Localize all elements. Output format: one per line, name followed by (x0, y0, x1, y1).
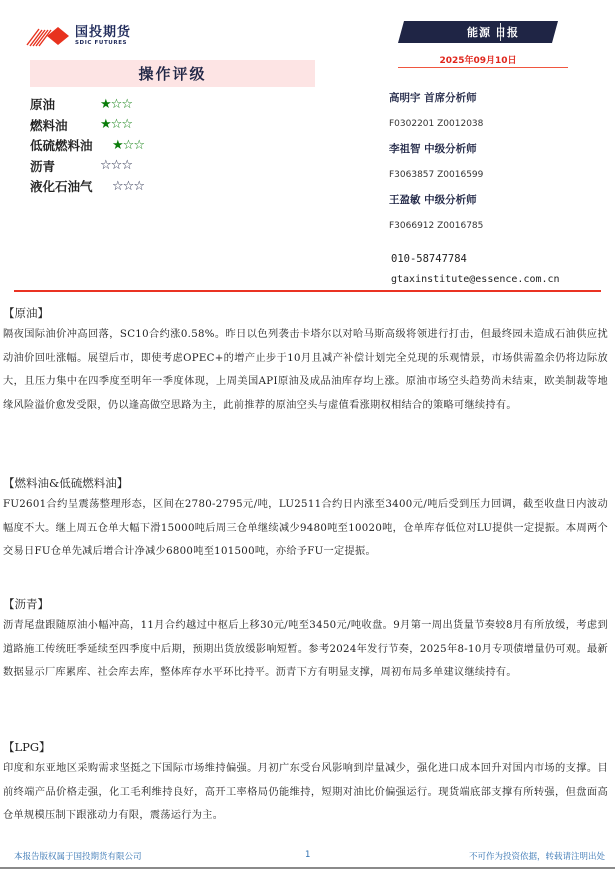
star-empty-icon: ☆ (122, 178, 134, 194)
sdic-futures-logo (25, 24, 155, 48)
analyst-name: 王盈敏 中级分析师 (389, 194, 477, 206)
analyst-license-ids: F0302201 Z0012038 (389, 119, 484, 129)
rating-name: 低硫燃料油 (30, 138, 93, 154)
rating-row-asphalt (30, 156, 310, 177)
star-filled-icon: ★ (112, 137, 123, 153)
footer-copyright: 本报告版权属于国投期货有限公司 (14, 852, 142, 862)
rating-name: 沥青 (30, 158, 56, 174)
rating-name: 燃料油 (30, 117, 68, 133)
star-empty-icon: ☆ (133, 178, 144, 194)
analyst-license-ids: F3066912 Z0016785 (389, 221, 484, 231)
rating-stars (112, 138, 144, 153)
logo-mark-icon (25, 25, 71, 47)
section-title: 【LPG】 (3, 740, 51, 754)
report-date: 2025年09月10日 (439, 56, 517, 66)
rating-row-fuel-oil (30, 115, 310, 136)
report-type-banner (398, 21, 558, 43)
section-body: 隔夜国际油价冲高回落，SC10合约涨0.58%。昨日以色列袭击卡塔尔以对哈马斯高级将领进行打击，但最终园未造成石油供应扰动油价回吐涨幅。展望后市，即使考虑OPEC+的增产止步于10月且减产补偿计划完全兑现的乐观情景，市场供需盈余仍将边际放大，且压力集中在四季度至明年一季度体现，上周美国API原油及成品油库存均上涨。原油市场空头趋势尚未结束，欧美制裁等地缘风险溢价愈发受限，仍以逢高做空思路为主，此前推荐的原油空头与虚值看涨期权相结合的策略可继续持有。 (3, 329, 608, 411)
analyst-license-ids: F3063857 Z0016599 (389, 170, 484, 180)
section-body: 沥青尾盘跟随原油小幅冲高，11月合约越过中枢后上移30元/吨至3450元/吨收盘。9月第一周出货量节奏较8月有所放缓，考虑到道路施工传统旺季延续至四季度中后期，预期出货放缓影响短暂。参考2024年发行节奏，2025年8-10月专项债增量仍可观。最新数据显示厂库累库、社会库去库，整体库存水平环比持平。沥青下方有明显支撑，周初布局多单建议继续持有。 (3, 620, 608, 678)
analyst-list (389, 90, 609, 243)
banner-title-energy: 能源 (467, 26, 491, 39)
logo-chinese-name: 国投期货 (75, 24, 132, 40)
footer-page-number: 1 (305, 850, 311, 860)
date-underline (398, 67, 568, 68)
rating-stars (100, 97, 132, 112)
star-filled-icon: ★ (100, 96, 111, 112)
section-crude-oil (3, 303, 608, 417)
logo-english-name: SDIC FUTURES (75, 39, 128, 46)
rating-row-low-sulfur-fuel-oil (30, 135, 310, 156)
header-separator (14, 290, 601, 292)
analyst-name: 高明宇 首席分析师 (389, 92, 477, 104)
star-empty-icon: ☆ (121, 158, 132, 174)
ratings-list (30, 94, 310, 197)
star-empty-icon: ☆ (100, 158, 111, 174)
page-footer (0, 848, 615, 864)
rating-stars (100, 158, 132, 173)
contact-email[interactable]: gtaxinstitute@essence.com.cn (391, 274, 560, 285)
rating-row-lpg (30, 176, 310, 197)
contact-phone: 010-58747784 (391, 253, 467, 265)
rating-stars (112, 179, 144, 194)
rating-name: 原油 (30, 97, 56, 113)
star-empty-icon: ☆ (112, 178, 123, 194)
section-asphalt (3, 594, 608, 685)
section-title: 【燃料油&低硫燃料油】 (3, 476, 129, 490)
section-title: 【沥青】 (3, 597, 49, 611)
rating-title: 操作评级 (138, 65, 207, 83)
rating-row-crude-oil (30, 94, 310, 115)
footer-disclaimer: 不可作为投资依据，转载请注明出处 (468, 852, 605, 862)
section-body: 印度和东亚地区采购需求坚挺之下国际市场维持偏强。月初广东受台风影响到岸量减少，强化进口成本回升对国内市场的支撑。目前终端产品价格走强，化工毛利维持良好，高开工率格局仍能维持，短期对油比价偏强运行。现货端底部支撑有所转强，但盘面高仓单规模压制下跟涨动力有限，震荡运行为主。 (3, 763, 608, 821)
star-empty-icon: ☆ (133, 137, 144, 153)
section-fuel-oil (3, 473, 608, 564)
rating-stars (100, 117, 132, 132)
star-empty-icon: ☆ (110, 158, 122, 174)
rating-name: 液化石油气 (30, 179, 93, 195)
star-empty-icon: ☆ (122, 137, 134, 153)
star-empty-icon: ☆ (121, 96, 132, 112)
footer-line (0, 867, 615, 869)
section-lpg (3, 737, 608, 828)
star-empty-icon: ☆ (110, 117, 122, 133)
star-filled-icon: ★ (100, 117, 111, 133)
star-empty-icon: ☆ (121, 117, 132, 133)
section-title: 【原油】 (3, 306, 49, 320)
section-body: FU2601合约呈震荡整理形态，区间在2780-2795元/吨，LU2511合约日内涨至3400元/吨后受到压力回调，截至收盘日内波动幅度不大。继上周五仓单大幅下滑15000吨后周三仓单继续减少9480吨至10020吨，仓单库存低位对LU提供一定提振。本周两个交易日FU仓单先减后增合计净减少6800吨至101500吨，亦给予FU一定提振。 (3, 499, 608, 557)
banner-title-daily: 日报 (495, 26, 519, 39)
analyst-name: 李祖智 中级分析师 (389, 143, 477, 155)
star-empty-icon: ☆ (110, 96, 122, 112)
rating-header (30, 60, 315, 87)
